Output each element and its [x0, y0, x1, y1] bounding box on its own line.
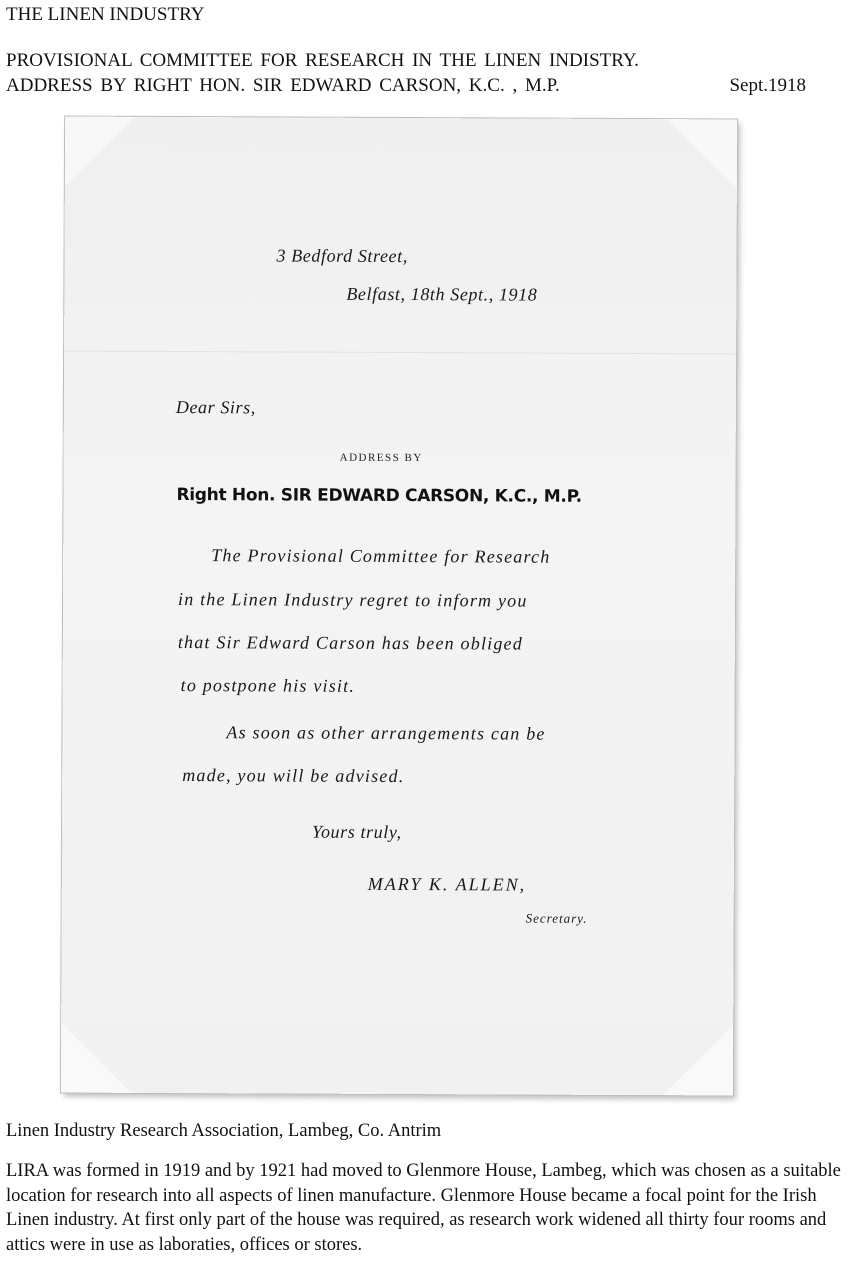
photo-corner-mount: [61, 1023, 131, 1093]
letter-speaker: Right Hon. SIR EDWARD CARSON, K.C., M.P.: [176, 485, 582, 507]
letter-body-line: The Provisional Committee for Research: [211, 545, 551, 567]
letter-closing: Yours truly,: [311, 821, 402, 843]
caption-date: Sept.1918: [729, 75, 806, 96]
letter-signatory: MARY K. ALLEN,: [367, 873, 527, 895]
letter-signatory-title: Secretary.: [525, 910, 588, 926]
caption-line-committee: PROVISIONAL COMMITTEE FOR RESEARCH IN THE LINEN INDISTRY.: [6, 50, 639, 71]
paper-fold-line: [64, 351, 736, 355]
letter-body-line: As soon as other arrangements can be: [226, 722, 546, 744]
letter-address-date: Belfast, 18th Sept., 1918: [346, 283, 538, 305]
photo-corner-mount: [663, 1025, 733, 1095]
caption-address-text: ADDRESS BY RIGHT HON. SIR EDWARD CARSON, K.C. , M.P.: [6, 75, 560, 96]
letter-address-street: 3 Bedford Street,: [276, 245, 408, 267]
page-title: THE LINEN INDUSTRY: [6, 4, 205, 25]
letter-salutation: Dear Sirs,: [175, 397, 256, 418]
letter-body-line: made, you will be advised.: [182, 765, 405, 787]
letter-body-line: to postpone his visit.: [180, 675, 356, 696]
letter-sheet: [61, 117, 737, 1096]
letter-address-by: ADDRESS BY: [339, 451, 423, 465]
photo-corner-mount: [667, 119, 737, 189]
footer-heading: Linen Industry Research Association, Lambeg, Co. Antrim: [6, 1121, 442, 1141]
letter-body-line: that Sir Edward Carson has been obliged: [177, 632, 524, 654]
letter-body-line: in the Linen Industry regret to inform you: [177, 589, 528, 611]
photo-corner-mount: [65, 117, 135, 187]
caption-line-address: [6, 75, 806, 97]
footer-paragraph: LIRA was formed in 1919 and by 1921 had moved to Glenmore House, Lambeg, which was chosen as a suitable location for research into all aspects of linen manufacture. Glenmore House became a focal point for the Irish Linen industry. At first only part of the house was required, as research work widened all thirty four rooms and attics were in use as laboraties, offices or stores.: [6, 1161, 841, 1255]
